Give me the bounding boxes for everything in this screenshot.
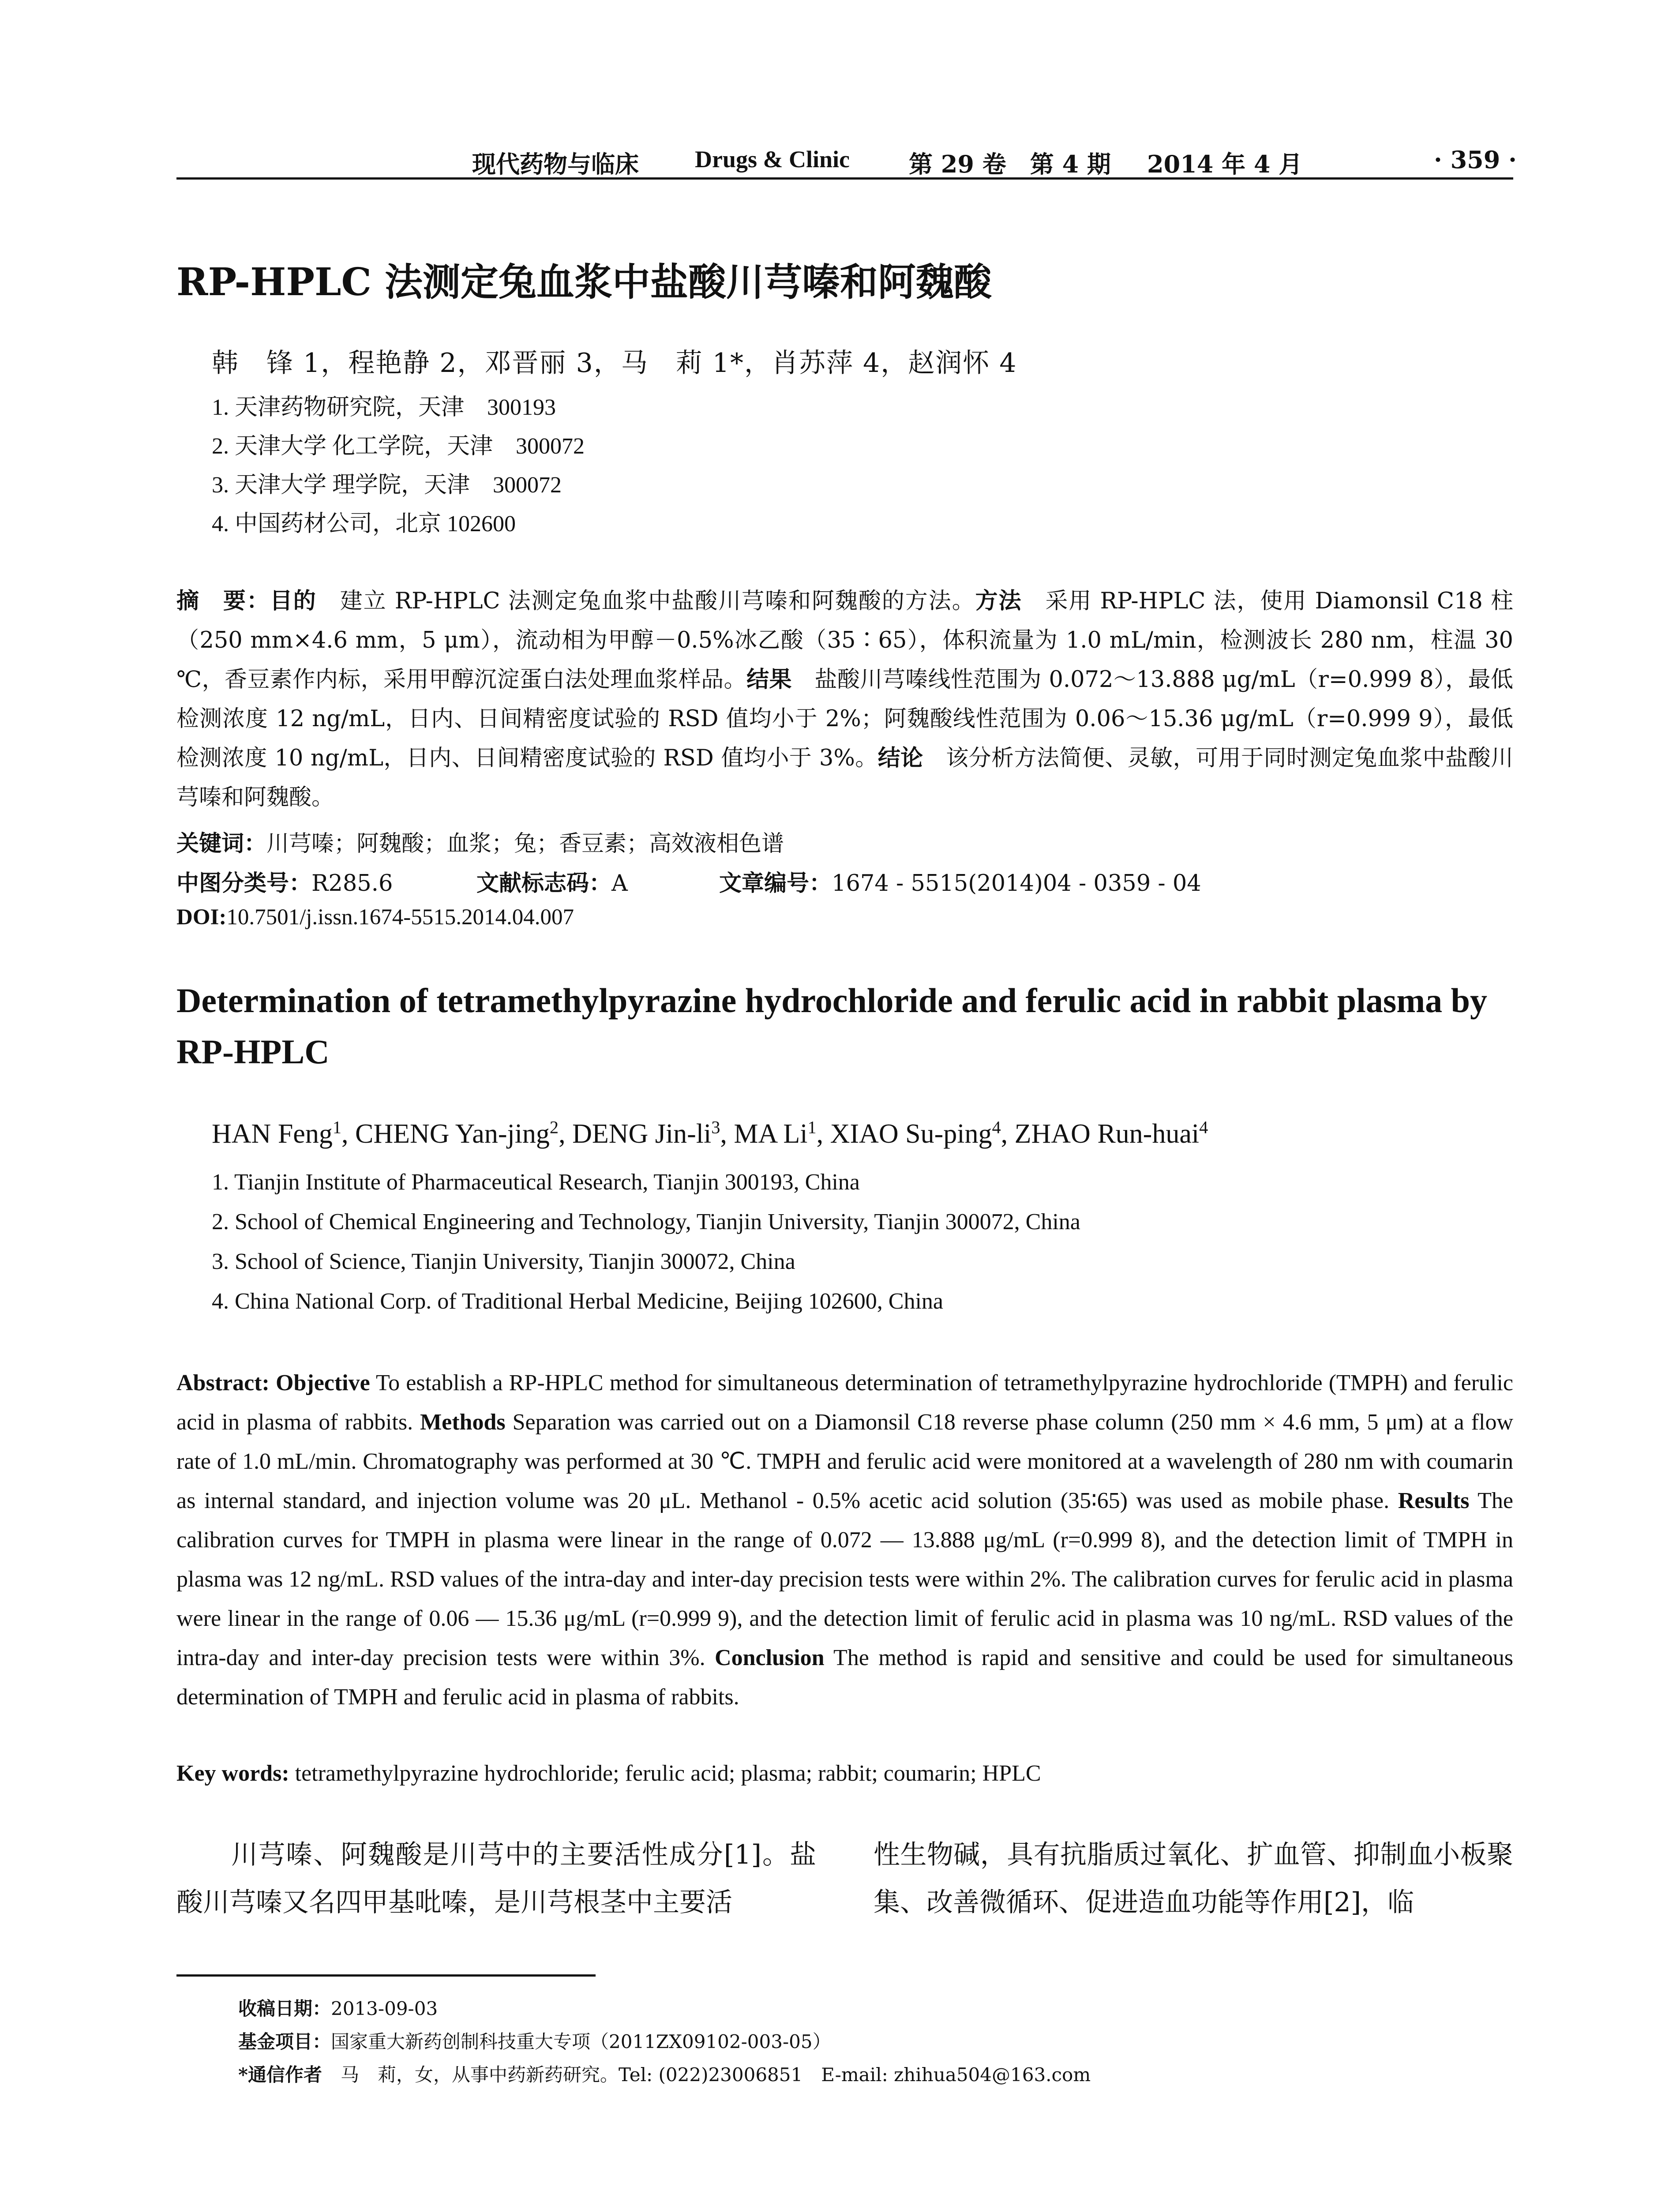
doc-code [476,865,628,897]
affiliation-en-4: 4. China National Corp. of Traditional Herbal Medicine, Beijing 102600, China [212,1289,944,1314]
results-text-cn: 盐酸川芎嗪线性范围为 0.072～13.888 μg/mL（r=0.999 8），最低检测浓度 12 ng/mL，日内、日间精密度试验的 RSD 值均小于 2%；阿魏酸线性范围为 0.06～15.36 μg/mL（r=0.999 9），最低检测浓度 10 ng/mL，日内、日间精密度试验的 RSD 值均小于 3%。 [176,667,1513,771]
journal-name-en: Drugs & Clinic [695,146,850,173]
methods-label-en: Methods [420,1410,506,1435]
article-value: 1674 - 5515(2014)04 - 0359 - 04 [832,870,1201,897]
received-label: 收稿日期： [238,1998,331,2019]
conclusion-text-en: The method is rapid and sensitive and could be used for simultaneous determination of TMPH and ferulic acid in plasma of rabbits. [176,1645,1513,1710]
keywords-en [176,1760,1041,1786]
abstract-label-cn: 摘 要： [176,588,270,614]
keywords-text-cn: 川芎嗪；阿魏酸；血浆；兔；香豆素；高效液相色谱 [266,831,784,857]
conclusion-label-cn: 结论 [878,745,923,771]
objective-label-cn: 目的 [270,588,317,614]
volume-issue: 第 29 卷 第 4 期 [909,150,1111,178]
body-column-left: 川芎嗪、阿魏酸是川芎中的主要活性成分[1]。盐酸川芎嗪又名四甲基吡嗪，是川芎根茎中主要活 [176,1839,816,1918]
clc-value: R285.6 [311,870,393,897]
authors-cn: 韩 锋 1，程艳静 2，邓晋丽 3，马 莉 1*，肖苏萍 4，赵润怀 4 [212,348,1017,379]
affiliation-cn-3: 3. 天津大学 理学院，天津 300072 [212,473,562,498]
methods-text-cn: 采用 RP-HPLC 法，使用 Diamonsil C18 柱（250 mm×4.6 mm，5 μm），流动相为甲醇－0.5%冰乙酸（35∶65），体积流量为 1.0 mL/min，检测波长 280 nm，柱温 30 ℃，香豆素作内标，采用甲醇沉淀蛋白法处理血浆样品。 [176,588,1513,693]
affiliation-en-1: 1. Tianjin Institute of Pharmaceutical Research, Tianjin 300193, China [212,1170,860,1195]
footnote-corresponding [238,2060,1091,2087]
title-en: Determination of tetramethylpyrazine hydrochloride and ferulic acid in rabbit plasma by RP-HPLC [176,981,1488,1071]
doi-line [176,904,574,930]
results-label-cn: 结果 [746,666,792,693]
methods-text-en: Separation was carried out on a Diamonsil C18 reverse phase column (250 mm × 4.6 mm, 5 μm) at a flow rate of 1.0 mL/min. Chromatography was performed at 30 ℃. TMPH and ferulic acid were monitored at a wavelength of 280 nm with coumarin as internal standard, and injection volume was 20 μL. Methanol - 0.5% acetic acid solution (35∶65) was used as mobile phase. [176,1410,1513,1513]
methods-label-cn: 方法 [975,588,1022,614]
keywords-label-cn: 关键词： [176,830,267,857]
authors-en: HAN Feng$^1$, CHENG Yan-jing$^2$, DENG Jin-$li^3$, MA Li$^1$, XIAO Su-ping$^4$, ZHAO Run-huai$^4$ [212,1117,1208,1149]
affiliation-cn-4: 4. 中国药材公司，北京 102600 [212,511,516,536]
funding-label: 基金项目： [238,2031,331,2052]
doi-label: DOI: [176,905,227,930]
abstract-cn [176,582,1513,817]
received-date: 2013-09-03 [331,1998,438,2019]
article-number [719,865,1201,897]
page-number: · 359 · [1434,146,1517,174]
keywords-label-en: Key words: [176,1761,289,1786]
clc-label: 中图分类号： [176,870,312,897]
footnote-funding [238,2027,831,2054]
funding-text: 国家重大新药创制科技重大专项（2011ZX09102-003-05） [331,2031,831,2052]
abstract-en [176,1363,1513,1717]
results-label-en: Results [1398,1488,1470,1513]
objective-text-cn: 建立 RP-HPLC 法测定兔血浆中盐酸川芎嗪和阿魏酸的方法。 [316,588,975,614]
corresponding-label: *通信作者 [238,2064,322,2086]
affiliation-cn-1: 1. 天津药物研究院，天津 300193 [212,395,556,420]
affiliation-en-3: 3. School of Science, Tianjin University, Tianjin 300072, China [212,1249,795,1274]
results-text-en: The calibration curves for TMPH in plasma were linear in the range of 0.072 — 13.888 μg/mL (r=0.999 8), and the detection limit of TMPH in plasma was 12 ng/mL. RSD values of the intra-day and inter-day precision tests were within 2%. The calibration curves for ferulic acid in plasma were linear in the range of 0.06 — 15.36 μg/mL (r=0.999 9), and the detection limit of ferulic acid in plasma was 10 ng/mL. RSD values of the intra-day and inter-day precision tests were within 3%. [176,1488,1514,1670]
abstract-label-en: Abstract: Objective [176,1370,370,1396]
header-rule [176,177,1513,180]
issue-date: 2014 年 4 月 [1147,150,1303,178]
footnote-received [238,1994,438,2021]
conclusion-label-en: Conclusion [715,1645,825,1670]
keywords-text-en: tetramethylpyrazine hydrochloride; ferulic acid; plasma; rabbit; coumarin; HPLC [289,1761,1041,1786]
article-label: 文章编号： [719,870,832,897]
doi-value: 10.7501/j.issn.1674-5515.2014.04.007 [226,905,574,930]
body-column-right: 性生物碱，具有抗脂质过氧化、扩血管、抑制血小板聚集、改善微循环、促进造血功能等作用[2]，临 [874,1839,1513,1918]
footnote-rule [176,1974,596,1977]
affiliation-en-2: 2. School of Chemical Engineering and Technology, Tianjin University, Tianjin 300072, China [212,1209,1080,1234]
doc-value: A [611,870,628,897]
objective-text-en: To establish a RP-HPLC method for simultaneous determination of tetramethylpyrazine hydrochloride (TMPH) and ferulic acid in plasma of rabbits. [176,1370,1513,1435]
classification-line [176,865,1513,897]
doc-label: 文献标志码： [476,870,612,897]
title-cn: RP-HPLC 法测定兔血浆中盐酸川芎嗪和阿魏酸 [176,260,992,304]
corresponding-text: 马 莉，女，从事中药新药研究。Tel: (022)23006851 E-mail: zhihua504@163.com [322,2064,1091,2086]
running-header [176,146,1517,178]
conclusion-text-cn: 该分析方法简便、灵敏，可用于同时测定兔血浆中盐酸川芎嗪和阿魏酸。 [176,745,1513,810]
journal-name-cn: 现代药物与临床 [472,150,639,178]
keywords-cn [176,825,784,858]
affiliation-cn-2: 2. 天津大学 化工学院，天津 300072 [212,434,585,459]
